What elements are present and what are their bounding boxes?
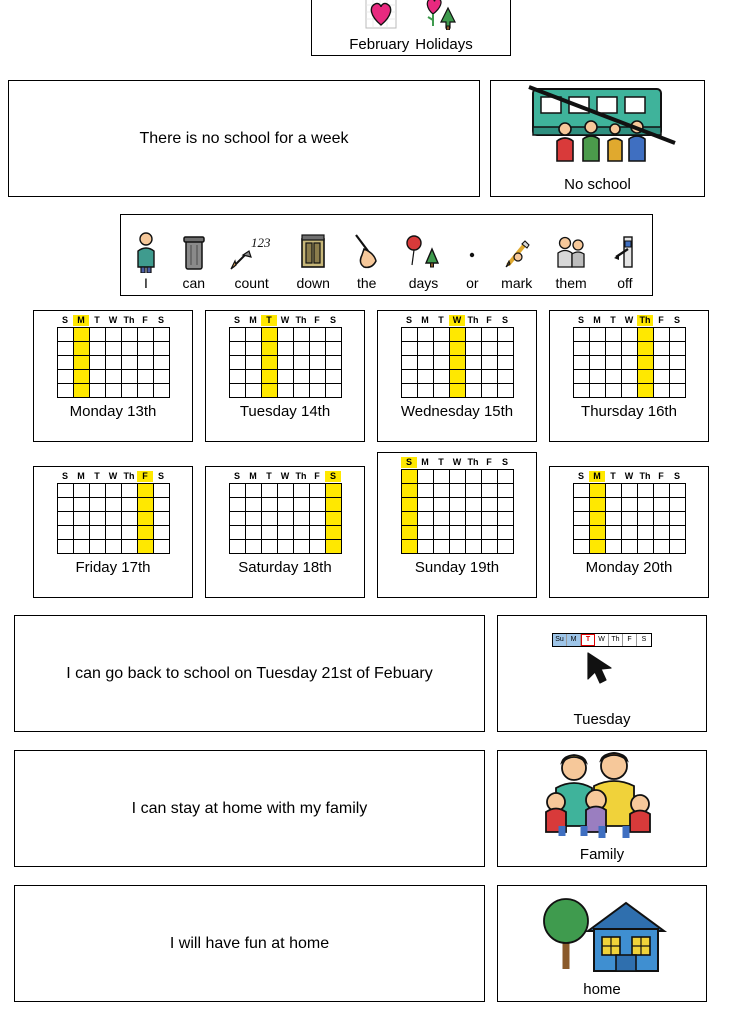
weekday-m: M: [567, 634, 581, 646]
calendar-card-friday-17: [33, 466, 193, 598]
dow-s2: S: [673, 315, 680, 325]
strip-item-them: [554, 219, 588, 291]
strip-item-days: [404, 219, 444, 291]
sentence-text: I will have fun at home: [169, 934, 330, 952]
person-icon: [133, 229, 159, 273]
header-holidays-label: Holidays: [415, 36, 473, 53]
dow-s2: S: [501, 457, 508, 467]
calendar-card-wednesday-15: [377, 310, 537, 442]
dow-t: T: [266, 471, 272, 481]
dow-f: F: [142, 315, 148, 325]
strip-item-the: [352, 219, 382, 291]
calendar-day-headers: [57, 315, 169, 326]
dow-s2: S: [157, 315, 164, 325]
dow-th: Th: [637, 315, 653, 326]
strip-item-count: [229, 219, 275, 291]
strip-label: I: [144, 275, 148, 291]
calendar-grid: [229, 483, 342, 554]
switch-off-icon: [610, 229, 640, 273]
sentence-card-no-school: [8, 80, 480, 197]
calendar-day-headers: [229, 315, 341, 326]
dow-m: M: [421, 315, 429, 325]
calendar-grid: [573, 327, 686, 398]
dow-th: Th: [467, 315, 479, 325]
sentence-text: There is no school for a week: [139, 129, 349, 147]
header-labels: [349, 36, 473, 53]
dow-t: T: [438, 457, 444, 467]
calendar-grid: [401, 469, 514, 554]
weekday-s: S: [641, 636, 647, 643]
two-people-icon: [554, 229, 588, 273]
dow-th: Th: [295, 315, 307, 325]
svg-text:123: 123: [250, 235, 271, 250]
picture-caption: Tuesday: [573, 711, 631, 728]
sentence-card-home: [14, 885, 485, 1002]
dow-f: F: [658, 471, 664, 481]
header-month-label: February: [349, 36, 410, 53]
calendar-card-sunday-19: [377, 452, 537, 598]
dow-s2: S: [673, 471, 680, 481]
calendar-day-headers: [573, 471, 685, 482]
dow-s: S: [577, 471, 584, 481]
dow-t: T: [94, 471, 100, 481]
dow-s: S: [233, 315, 240, 325]
dow-s: S: [61, 471, 68, 481]
strip-label: off: [617, 275, 633, 291]
trash-can-icon: [181, 229, 207, 273]
dow-s: S: [405, 315, 412, 325]
dow-th: Th: [639, 471, 651, 481]
sentence-text: I can stay at home with my family: [131, 799, 368, 817]
elevator-down-icon: [298, 229, 328, 273]
dow-m: M: [421, 457, 429, 467]
dow-w: W: [452, 457, 462, 467]
dow-th: Th: [123, 315, 135, 325]
strip-label: can: [182, 275, 206, 291]
calendar-label: Friday 17th: [75, 559, 151, 576]
dow-th: Th: [295, 471, 307, 481]
header-icons: [364, 0, 458, 35]
dow-t: T: [610, 315, 616, 325]
dow-s: S: [577, 315, 584, 325]
strip-item-can: [181, 219, 207, 291]
picture-card-home: [497, 885, 707, 1002]
symbol-sentence-strip: [120, 214, 653, 296]
header-card: [311, 0, 511, 56]
pointing-hand-icon: [352, 229, 382, 273]
dow-s2: S: [325, 471, 341, 482]
strip-item-off: [610, 219, 640, 291]
dow-w: W: [280, 315, 290, 325]
strip-label: mark: [501, 275, 533, 291]
dow-f: F: [658, 315, 664, 325]
calendar-label: Wednesday 15th: [400, 403, 514, 420]
calendar-day-headers: [401, 315, 513, 326]
calendar-label: Saturday 18th: [238, 559, 332, 576]
sentence-card-back-to-school: [14, 615, 485, 732]
calendar-label: Sunday 19th: [414, 559, 500, 576]
calendar-day-headers: [229, 471, 341, 482]
holiday-tree-icon: [424, 0, 458, 35]
dow-s2: S: [157, 471, 164, 481]
calendar-day-headers: [57, 471, 169, 482]
strip-item-i: [133, 219, 159, 291]
family-icon: [498, 751, 706, 844]
calendar-label: Monday 13th: [69, 403, 157, 420]
calendar-grid: [57, 327, 170, 398]
calendar-card-tuesday-14: [205, 310, 365, 442]
strip-item-or: [465, 219, 479, 291]
strip-item-mark: [501, 219, 532, 291]
picture-caption: No school: [564, 176, 631, 193]
dot-icon: [465, 229, 479, 273]
calendar-label: Thursday 16th: [581, 403, 677, 420]
dow-m: M: [77, 471, 85, 481]
sentence-card-family: [14, 750, 485, 867]
calendar-day-headers: [401, 457, 513, 468]
numbers-123-icon: [229, 229, 275, 273]
strip-item-down: [296, 219, 329, 291]
dow-m: M: [589, 471, 605, 482]
weekday-th: Th: [609, 634, 623, 646]
calendar-grid: [57, 483, 170, 554]
dow-w: W: [624, 315, 634, 325]
balloon-tree-icon: [404, 229, 444, 273]
dow-f: F: [486, 457, 492, 467]
calendar-grid: [401, 327, 514, 398]
dow-th: Th: [123, 471, 135, 481]
dow-f: F: [314, 471, 320, 481]
dow-w: W: [280, 471, 290, 481]
picture-card-family: [497, 750, 707, 867]
dow-f: F: [137, 471, 153, 482]
sentence-text: I can go back to school on Tuesday 21st of Febuary: [66, 664, 433, 682]
no-school-bus-icon: [491, 81, 704, 174]
dow-f: F: [486, 315, 492, 325]
strip-label: the: [356, 275, 377, 291]
dow-m: M: [73, 315, 89, 326]
weekday-strip: [552, 633, 652, 647]
calendar-card-monday-20: [549, 466, 709, 598]
weekday-w: W: [595, 634, 609, 646]
calendar-label: Tuesday 14th: [239, 403, 331, 420]
dow-w: W: [108, 471, 118, 481]
dow-s2: S: [501, 315, 508, 325]
calendar-card-monday-13: [33, 310, 193, 442]
dow-w: W: [449, 315, 465, 326]
house-icon: [498, 886, 706, 979]
calendar-day-headers: [573, 315, 685, 326]
dow-w: W: [624, 471, 634, 481]
dow-s: S: [401, 457, 417, 468]
dow-m: M: [249, 471, 257, 481]
calendar-card-saturday-18: [205, 466, 365, 598]
cursor-arrow-icon: [582, 651, 622, 692]
weekday-su: Su: [553, 634, 567, 646]
weekday-t-selected: T: [581, 634, 595, 646]
strip-label: down: [296, 275, 330, 291]
strip-label: count: [234, 275, 269, 291]
dow-t: T: [94, 315, 100, 325]
calendar-grid: [573, 483, 686, 554]
dow-t: T: [610, 471, 616, 481]
calendar-label: Monday 20th: [585, 559, 673, 576]
dow-s: S: [233, 471, 240, 481]
strip-label: or: [466, 275, 479, 291]
dow-w: W: [108, 315, 118, 325]
dow-m: M: [593, 315, 601, 325]
dow-t: T: [261, 315, 277, 326]
dow-th: Th: [467, 457, 479, 467]
heart-icon: [364, 0, 398, 35]
weekday-f: F: [623, 634, 637, 646]
picture-caption: home: [583, 981, 621, 998]
dow-s2: S: [329, 315, 336, 325]
tuesday-pointer-icon: [498, 616, 706, 709]
strip-label: them: [555, 275, 587, 291]
picture-card-no-school: [490, 80, 705, 197]
calendar-grid: [229, 327, 342, 398]
dow-t: T: [438, 315, 444, 325]
dow-m: M: [249, 315, 257, 325]
dow-s: S: [61, 315, 68, 325]
picture-caption: Family: [579, 846, 625, 863]
dow-f: F: [314, 315, 320, 325]
strip-label: days: [408, 275, 439, 291]
picture-card-tuesday: [497, 615, 707, 732]
calendar-card-thursday-16: [549, 310, 709, 442]
pencil-mark-icon: [502, 229, 532, 273]
